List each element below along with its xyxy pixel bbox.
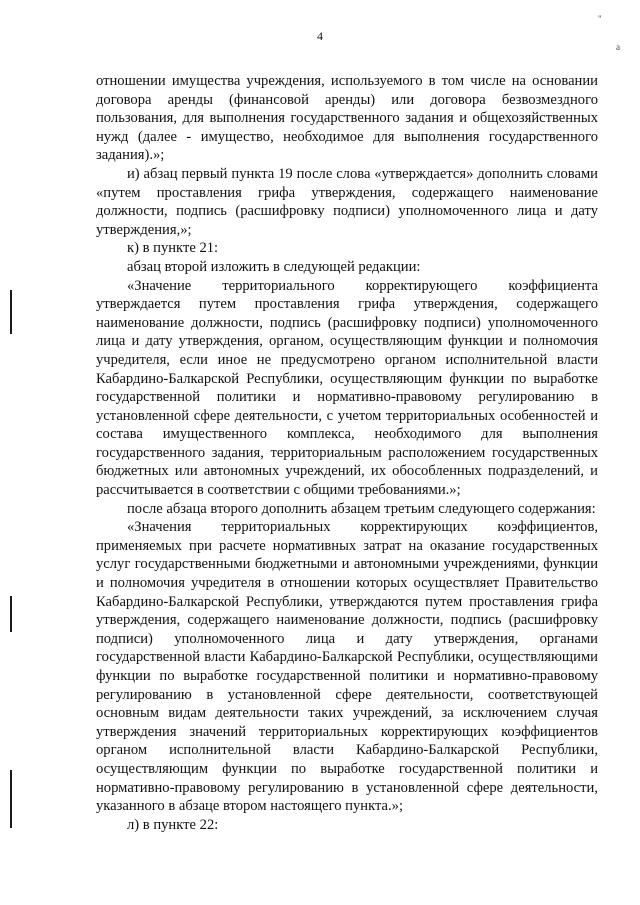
paragraph-instruction-add: после абзаца второго дополнить абзацем третьим следующего содержания: bbox=[127, 500, 596, 517]
scan-edge-mark bbox=[10, 770, 12, 828]
paragraph-quote-coefficients: «Значения территориальных корректирующих коэффициентов, применяемых при расчете нормативных затрат на оказание государственных услуг государственными бюджетными и автономными учреждениями, функции и полномочия учредителя в отношении которых осуществляет Правительство Кабардино-Балкарской Республики, утверждаются путем проставления грифа утверждения, содержащего наименование должности, подпись (расшифровку подписи) уполномоченного лица и дату утверждения, органами государственной власти Кабардино-Балкарской Республики, осуществляющими функции по выработке государственной политики и нормативно-правовому регулированию в установленной сфере деятельности, соответствующей основным видам деятельности таких учреждений, за исключением случая утверждения значений территориальных корректирующих коэффициентов органом исполнительной власти Кабардино-Балкарской Республики, осуществляющим функции по выработке государственной политики и нормативно-правовому регулированию в установленной сфере деятельности, указанного в абзаце втором настоящего пункта.»; bbox=[96, 519, 598, 815]
scan-edge-mark bbox=[10, 596, 12, 632]
scan-edge-mark bbox=[10, 290, 12, 334]
paragraph-item-i: и) абзац первый пункта 19 после слова «утверждается» дополнить словами «путем проставления грифа утверждения, содержащего наименование должности, подпись (расшифровку подписи) уполномоченного лица и дату утверждения,»; bbox=[96, 165, 598, 238]
scan-mark-top-right: " bbox=[598, 14, 602, 24]
document-body bbox=[96, 72, 598, 834]
scan-mark-right: a bbox=[616, 42, 620, 52]
page-number: 4 bbox=[317, 29, 323, 43]
paragraph-quote-coefficient: «Значение территориального корректирующего коэффициента утверждается путем проставления грифа утверждения, содержащего наименование должности, подпись (расшифровку подписи) уполномоченного лица и дату утверждения, органом, осуществляющим функции и полномочия учредителя, если иное не предусмотрено органом исполнительной власти Кабардино-Балкарской Республики, осуществляющим функции по выработке государственной политики и нормативно-правовому регулированию в установленной сфере деятельности, с учетом территориальных особенностей и состава имущественного комплекса, необходимого для выполнения государственного задания, территориальным расположением государственных бюджетных или автономных учреждений, их обособленных подразделений, и рассчитывается в соответствии с общими требованиями.»; bbox=[96, 277, 598, 499]
paragraph-item-l: л) в пункте 22: bbox=[127, 816, 219, 833]
paragraph-item-k: к) в пункте 21: bbox=[127, 240, 219, 257]
paragraph-instruction: абзац второй изложить в следующей редакции: bbox=[127, 258, 421, 275]
paragraph-continuation: отношении имущества учреждения, используемого в том числе на основании договора аренды (финансовой аренды) или договора безвозмездного пользования, для выполнения государственного задания и общехозяйственных нужд (далее - имущество, необходимое для выполнения государственного задания).»; bbox=[96, 73, 598, 164]
